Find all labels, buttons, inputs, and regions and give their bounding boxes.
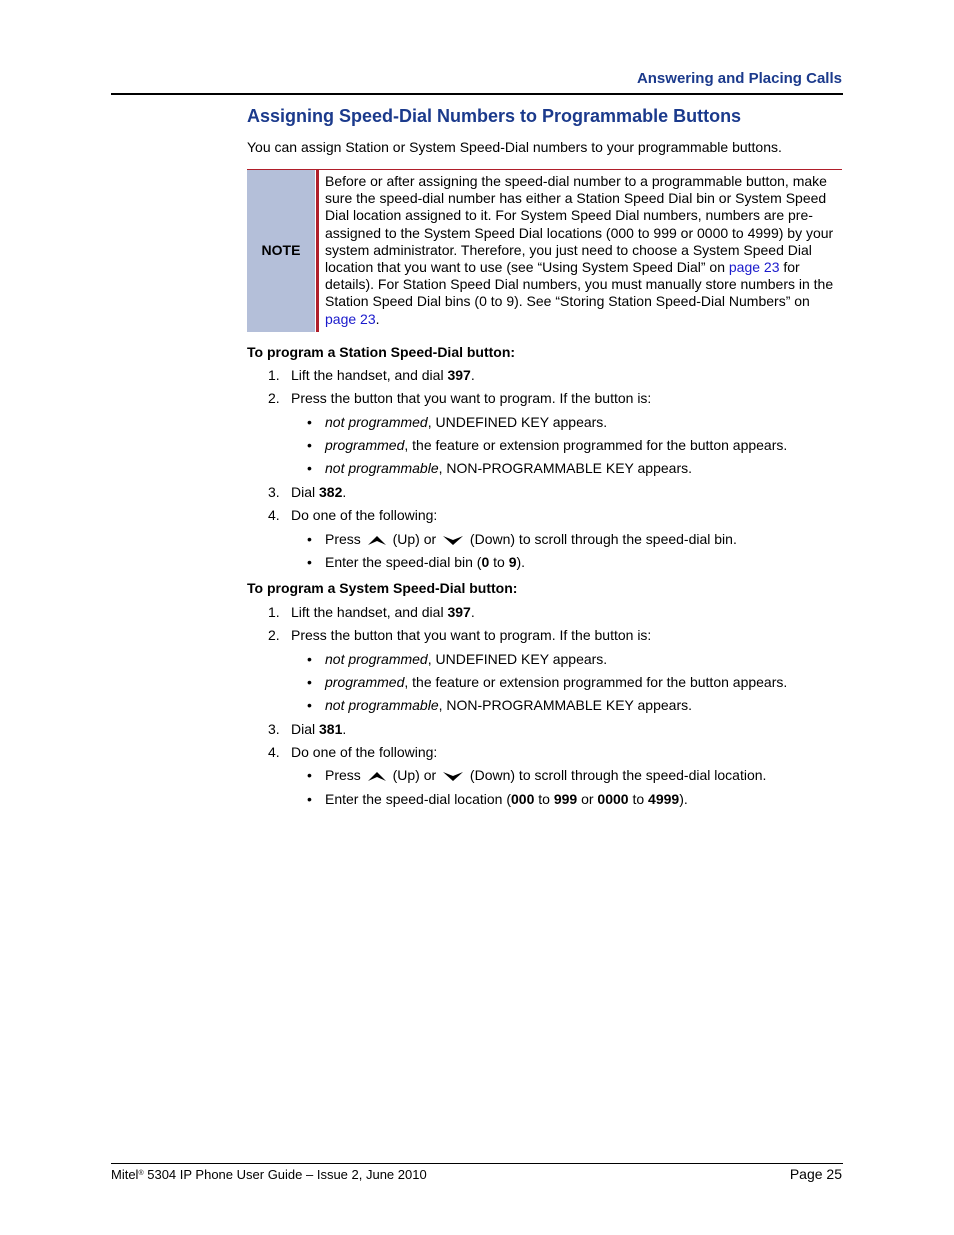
dial-code: 397 xyxy=(447,604,471,620)
down-arrow-icon xyxy=(442,769,464,787)
bullet-icon: • xyxy=(307,697,312,713)
chapter-header: Answering and Placing Calls xyxy=(636,70,842,87)
down-arrow-icon xyxy=(442,533,464,551)
bullet-icon: • xyxy=(307,414,312,430)
footer-guide-title: Mitel® 5304 IP Phone User Guide – Issue 2, June 2010 xyxy=(111,1167,427,1182)
bullet-text: Enter the speed-dial location (000 to 999 or 0000 to 4999). xyxy=(325,791,688,807)
dial-code: 397 xyxy=(447,367,471,383)
bullet-icon: • xyxy=(307,674,312,690)
bullet-icon: • xyxy=(307,531,312,547)
step-number: 2. xyxy=(268,627,280,643)
dial-code: 382 xyxy=(319,484,343,500)
procedure-heading: To program a Station Speed-Dial button: xyxy=(247,344,516,360)
bullet-text: not programmed, UNDEFINED KEY appears. xyxy=(325,414,608,430)
note-top-rule xyxy=(247,169,842,170)
bullet-icon: • xyxy=(307,767,312,783)
bullet-icon: • xyxy=(307,651,312,667)
step-text: Do one of the following: xyxy=(291,507,438,523)
step-text: Dial 381. xyxy=(291,721,347,737)
procedure-heading: To program a System Speed-Dial button: xyxy=(247,580,518,596)
footer-rule xyxy=(111,1163,843,1164)
note-text: Before or after assigning the speed-dial number to a programmable button, make sure the speed-dial number has either a Station Speed Dial bin or System Speed Dial location assigned to it. For System Speed Dial numbers, numbers are pre-assigned to the System Speed Dial locations (000 to 999 or 0000 to 4999) by your system administrator. Therefore, you just need to choose a System Speed Dial location that you want to use (see “Using System Speed Dial” on page 23 for details). For Station Speed Dial numbers, you must manually store numbers in the Station Speed Dial bins (0 to 9). See “Storing Station Speed-Dial Numbers” on page 23. xyxy=(325,173,834,327)
page-link[interactable]: page 23 xyxy=(728,259,780,276)
step-number: 4. xyxy=(268,507,280,523)
up-arrow-icon xyxy=(367,533,387,551)
page-link[interactable]: page 23 xyxy=(325,310,376,327)
step-number: 1. xyxy=(268,367,280,383)
section-title: Assigning Speed-Dial Numbers to Programmable Buttons xyxy=(247,106,742,126)
step-text: Lift the handset, and dial 397. xyxy=(291,604,475,620)
step-text: Press the button that you want to program. If the button is: xyxy=(291,627,652,643)
step-number: 1. xyxy=(268,604,280,620)
header-rule xyxy=(111,93,843,95)
bullet-icon: • xyxy=(307,791,312,807)
step-number: 2. xyxy=(268,390,280,406)
intro-text: You can assign Station or System Speed-Dial numbers to your programmable buttons. xyxy=(247,139,782,155)
note-accent-bar xyxy=(316,170,319,332)
bullet-text: not programmed, UNDEFINED KEY appears. xyxy=(325,651,608,667)
step-text: Do one of the following: xyxy=(291,744,438,760)
step-text: Dial 382. xyxy=(291,484,347,500)
note-label: NOTE xyxy=(261,242,301,258)
bullet-icon: • xyxy=(307,437,312,453)
up-arrow-icon xyxy=(367,769,387,787)
bullet-text: not programmable, NON-PROGRAMMABLE KEY appears. xyxy=(325,460,692,476)
bullet-text: programmed, the feature or extension programmed for the button appears. xyxy=(325,437,788,453)
bullet-text: not programmable, NON-PROGRAMMABLE KEY appears. xyxy=(325,697,692,713)
step-number: 3. xyxy=(268,484,280,500)
bullet-text: Press (Up) or (Down) to scroll through the speed-dial bin. xyxy=(325,531,737,551)
step-number: 3. xyxy=(268,721,280,737)
dial-code: 381 xyxy=(319,721,343,737)
bullet-text: Press (Up) or (Down) to scroll through the speed-dial location. xyxy=(325,767,766,787)
step-text: Press the button that you want to program. If the button is: xyxy=(291,390,652,406)
step-number: 4. xyxy=(268,744,280,760)
step-text: Lift the handset, and dial 397. xyxy=(291,367,475,383)
page-number: Page 25 xyxy=(789,1166,842,1182)
bullet-icon: • xyxy=(307,554,312,570)
bullet-text: Enter the speed-dial bin (0 to 9). xyxy=(325,554,526,570)
bullet-text: programmed, the feature or extension programmed for the button appears. xyxy=(325,674,788,690)
bullet-icon: • xyxy=(307,460,312,476)
